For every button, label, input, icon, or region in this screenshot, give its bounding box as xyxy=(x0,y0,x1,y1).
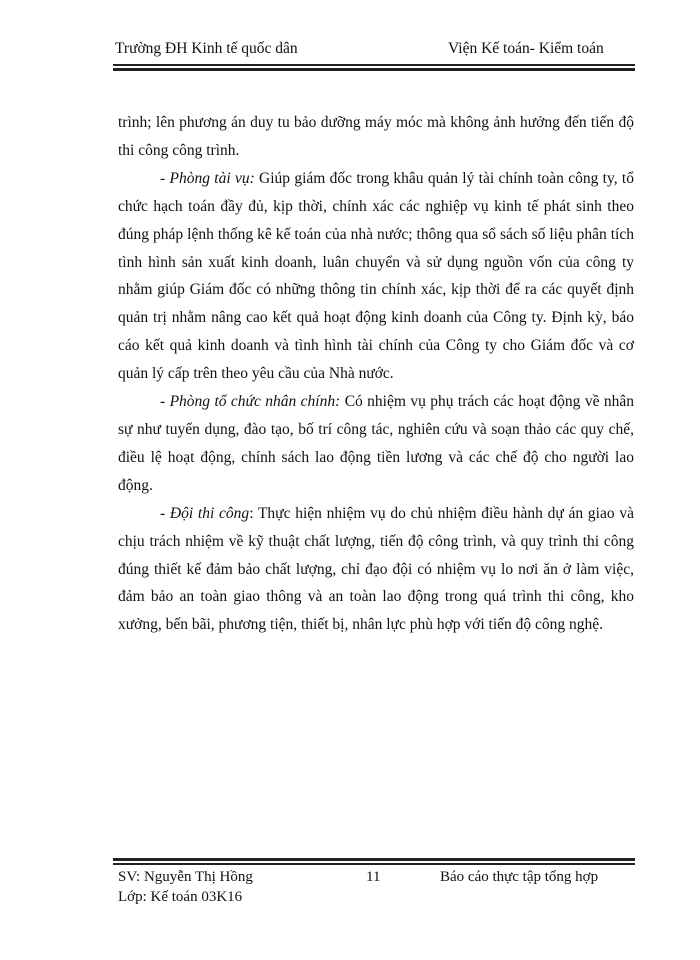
header-university: Trường ĐH Kinh tế quốc dân xyxy=(115,40,298,57)
footer-student-name: SV: Nguyễn Thị Hồng xyxy=(118,869,253,885)
hr-dept-text: Có nhiệm vụ phụ trách các hoạt động về nhân sự như tuyển dụng, đào tạo, bố trí công tác, nghiên cứu và soạn thảo các quy chế, điều lệ hoạt động, chính sách lao động tiền lương và các chế độ cho người lao động. xyxy=(118,393,634,494)
header-divider xyxy=(113,64,635,71)
paragraph-finance-dept xyxy=(118,165,634,388)
paragraph-continuation: trình; lên phương án duy tu bảo dưỡng máy móc mà không ảnh hưởng đến tiến độ thi công công trình. xyxy=(118,114,634,159)
finance-dept-text: Giúp giám đốc trong khâu quản lý tài chính toàn công ty, tổ chức hạch toán đầy đủ, kịp thời, chính xác các nghiệp vụ kinh tế phát sinh theo đúng pháp lệnh thống kê kế toán của nhà nước; thông qua sổ sách số liệu phân tích tình hình sản xuất kinh doanh, luân chuyển và sử dụng nguồn vốn của công ty nhằm giúp Giám đốc có những thông tin chính xác, kịp thời để ra các quyết định quản trị nhằm nâng cao kết quả hoạt động kinh doanh của Công ty. Định kỳ, báo cáo kết quả kinh doanh và tình hình tài chính của Công ty cho Giám đốc và cơ quản lý cấp trên theo yêu cầu của Nhà nước. xyxy=(118,169,634,383)
hr-dept-heading: - Phòng tổ chức nhân chính: xyxy=(160,393,341,411)
paragraph-hr-dept xyxy=(118,388,634,500)
footer-class-name: Lớp: Kế toán 03K16 xyxy=(118,889,243,905)
paragraph-construction-team xyxy=(118,500,634,640)
footer-report-title: Báo cáo thực tập tổng hợp xyxy=(440,869,599,885)
finance-dept-heading: - Phòng tài vụ: xyxy=(160,169,255,187)
header-institute: Viện Kế toán- Kiểm toán xyxy=(448,40,604,57)
construction-team-heading: Đội thi công xyxy=(169,504,250,522)
page-number: 11 xyxy=(366,869,381,885)
construction-team-text: : Thực hiện nhiệm vụ do chủ nhiệm điều hành dự án giao và chịu trách nhiệm về kỹ thuật chất lượng, tiến độ công trình, và quy trình thi công đúng thiết kế đảm bảo chất lượng, chỉ đạo đội có nhiệm vụ lo nơi ăn ở làm việc, đảm bảo an toàn giao thông và an toàn lao động trong quá trình thi công, kho xưởng, bến bãi, phương tiện, thiết bị, nhân lực phù hợp với tiến độ công nghệ. xyxy=(118,504,634,634)
construction-team-prefix: - xyxy=(160,504,170,522)
document-body xyxy=(118,109,634,639)
footer-divider xyxy=(113,858,635,865)
